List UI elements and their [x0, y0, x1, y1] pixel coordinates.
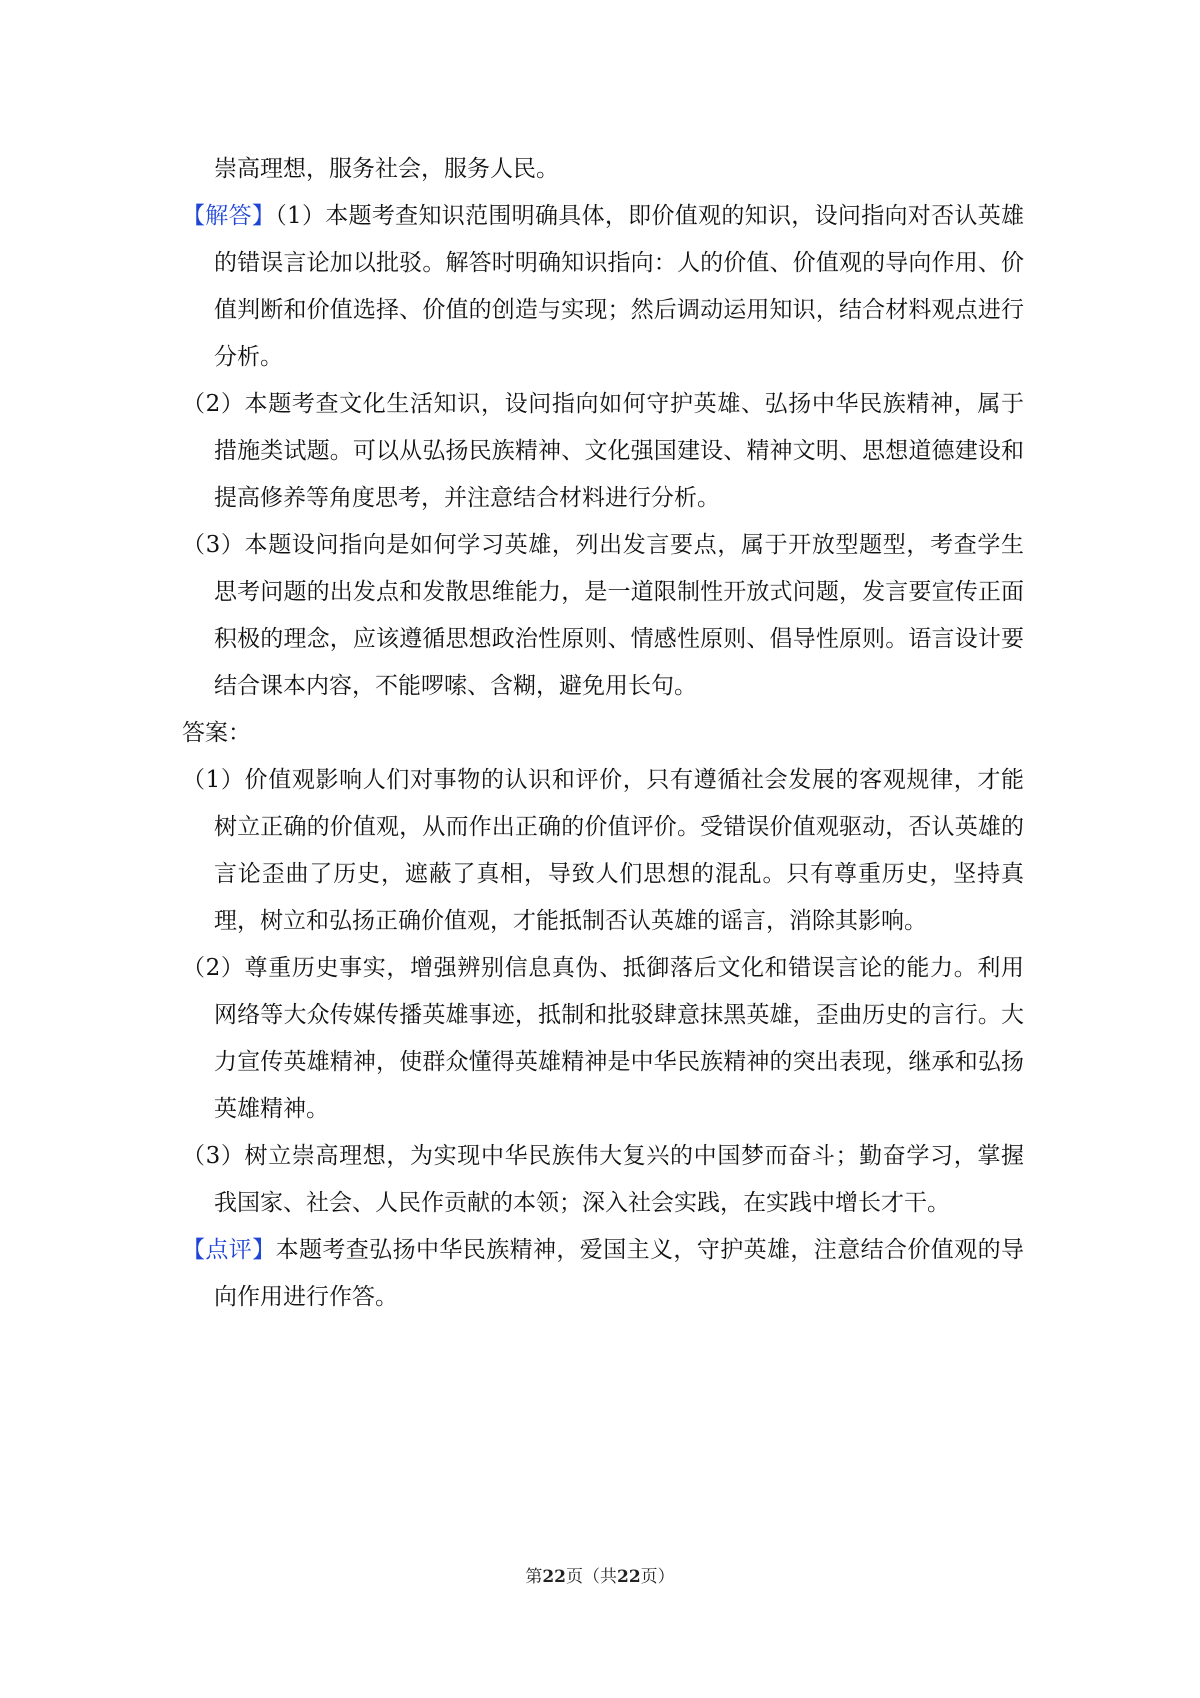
- footer-page-number: 22: [542, 1567, 566, 1587]
- answer-paragraph-1: [182, 757, 1024, 945]
- answer-label: [182, 710, 1024, 757]
- footer-suffix: 页）: [640, 1567, 675, 1587]
- footer-prefix: 第: [525, 1567, 543, 1587]
- jieda-text-1: （1）本题考查知识范围明确具体，即价值观的知识，设问指向对否认英雄的错误言论加以批驳。解答时明确知识指向：人的价值、价值观的导向作用、价值判断和价值选择、价值的创造与实现；然后调动运用知识，结合材料观点进行分析。: [214, 203, 1025, 370]
- answer-text-1: （1）价值观影响人们对事物的认识和评价，只有遵循社会发展的客观规律，才能树立正确的价值观，从而作出正确的价值评价。受错误价值观驱动，否认英雄的言论歪曲了历史，遮蔽了真相，导致人们思想的混乱。只有尊重历史，坚持真理，树立和弘扬正确价值观，才能抵制否认英雄的谣言，消除其影响。: [182, 767, 1024, 934]
- answer-text-2: （2）尊重历史事实，增强辨别信息真伪、抵御落后文化和错误言论的能力。利用网络等大众传媒传播英雄事迹，抵制和批驳肆意抹黑英雄，歪曲历史的言行。大力宣传英雄精神，使群众懂得英雄精神是中华民族精神的突出表现，继承和弘扬英雄精神。: [182, 955, 1024, 1122]
- jieda-paragraph-3: [182, 522, 1024, 710]
- footer-total-pages: 22: [617, 1567, 641, 1587]
- page-footer: [0, 1562, 1200, 1587]
- document-body: [182, 146, 1024, 1321]
- dianping-tag: 【点评】: [182, 1237, 276, 1263]
- dianping-text: 本题考查弘扬中华民族精神，爱国主义，守护英雄，注意结合价值观的导向作用进行作答。: [214, 1237, 1025, 1310]
- answer-text-3: （3）树立崇高理想，为实现中华民族伟大复兴的中国梦而奋斗；勤奋学习，掌握我国家、社会、人民作贡献的本领；深入社会实践，在实践中增长才干。: [182, 1143, 1024, 1216]
- continued-text: 崇高理想，服务社会，服务人民。: [214, 156, 559, 182]
- jieda-text-3: （3）本题设问指向是如何学习英雄，列出发言要点，属于开放型题型，考查学生思考问题的出发点和发散思维能力，是一道限制性开放式问题，发言要宣传正面积极的理念，应该遵循思想政治性原则、情感性原则、倡导性原则。语言设计要结合课本内容，不能啰嗦、含糊，避免用长句。: [182, 532, 1024, 699]
- jieda-tag: 【解答】: [182, 203, 276, 229]
- dianping-paragraph: [182, 1227, 1024, 1321]
- jieda-paragraph-1: [182, 193, 1024, 381]
- jieda-paragraph-2: [182, 381, 1024, 522]
- answer-label-text: 答案：: [182, 720, 251, 746]
- continued-paragraph: [182, 146, 1024, 193]
- answer-paragraph-3: [182, 1133, 1024, 1227]
- footer-middle: 页（共: [566, 1567, 617, 1587]
- answer-paragraph-2: [182, 945, 1024, 1133]
- jieda-text-2: （2）本题考查文化生活知识，设问指向如何守护英雄、弘扬中华民族精神，属于措施类试题。可以从弘扬民族精神、文化强国建设、精神文明、思想道德建设和提高修养等角度思考，并注意结合材料进行分析。: [182, 391, 1024, 511]
